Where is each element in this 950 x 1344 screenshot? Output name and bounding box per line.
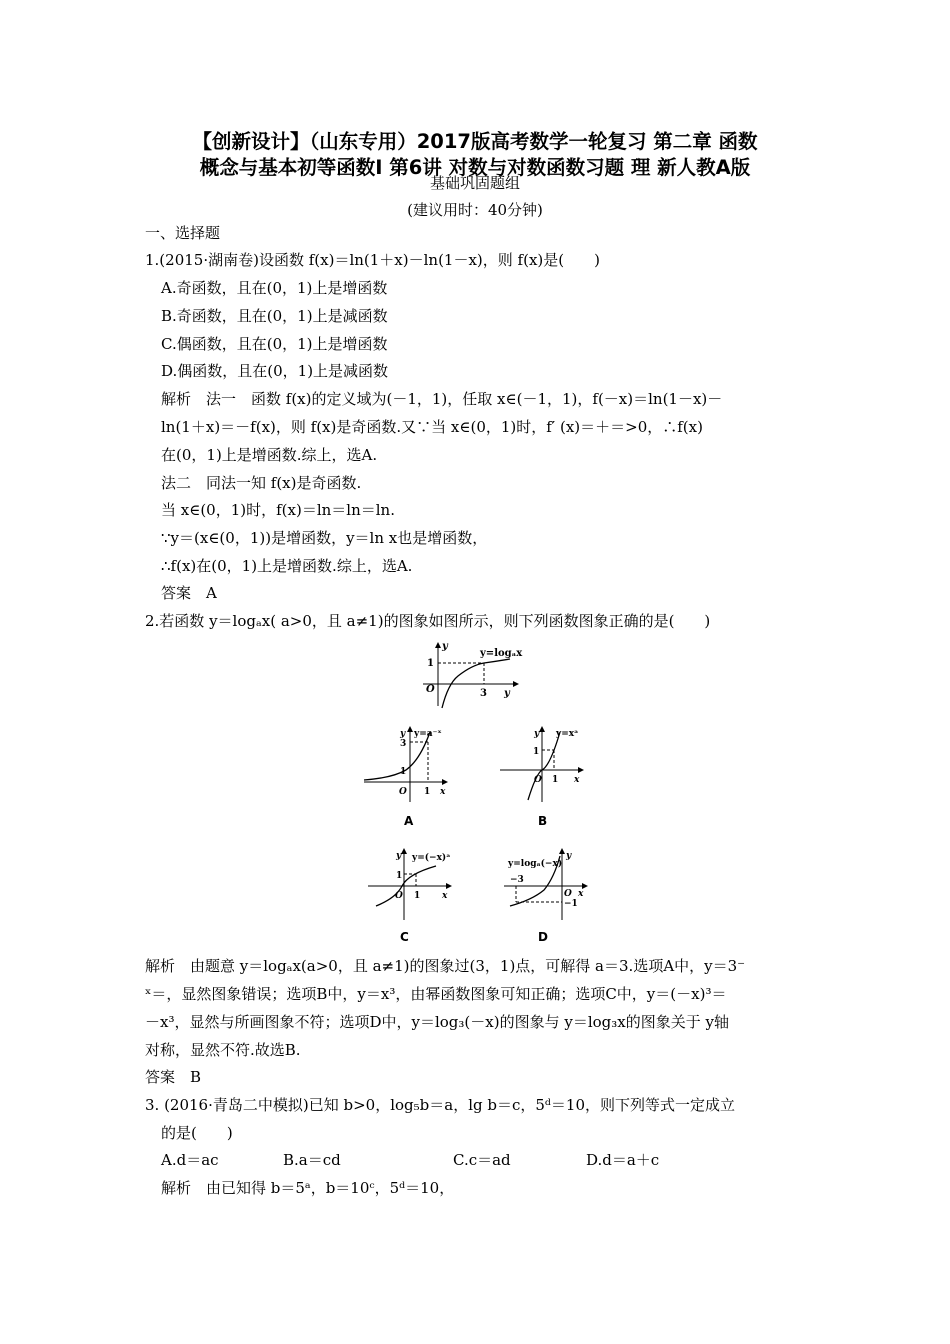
svg-text:y: y [566,851,572,861]
svg-text:O: O [534,775,542,785]
svg-text:x: x [442,891,448,901]
q3-option-a: A.d＝ac [161,1151,219,1169]
svg-text:y: y [396,851,402,861]
caption-c: C [400,930,409,944]
q1-solution-line: 当 x∈(0，1)时，f(x)＝ln＝ln＝ln. [161,501,395,519]
svg-text:3: 3 [400,739,407,749]
q2-solution-line: －x³，显然与所画图象不符；选项D中，y＝log₃(－x)的图象与 y＝log₃x的图象关于 y轴 [145,1013,729,1031]
figure-a-label: y=a⁻ˣ [414,729,442,739]
svg-text:x: x [440,787,446,797]
q1-answer: 答案 A [161,584,217,602]
title-line-1: 【创新设计】（山东专用）2017版高考数学一轮复习 第二章 函数 [192,130,758,153]
figure-log-graph [418,640,538,710]
q1-solution-line: 法二 同法一知 f(x)是奇函数. [161,474,362,492]
svg-text:−3: −3 [510,875,524,885]
q1-solution-line: ∴f(x)在(0，1)上是增函数.综上，选A. [161,557,413,575]
svg-text:1: 1 [533,747,540,757]
svg-text:1: 1 [414,891,421,901]
q1-option-b: B.奇函数，且在(0，1)上是减函数 [161,307,388,325]
q3-stem-line-2: 的是( ) [161,1124,233,1142]
figure-option-b [498,724,588,804]
figure-c-label: y=(−x)ᵃ [412,853,451,863]
svg-text:1: 1 [552,775,559,785]
time-note: (建议用时：40分钟) [407,201,543,219]
svg-text:1: 1 [396,871,403,881]
svg-text:1: 1 [424,787,431,797]
q3-solution: 解析 由已知得 b＝5ᵃ，b＝10ᶜ，5ᵈ＝10， [161,1179,455,1197]
q1-solution-line: 在(0，1)上是增函数.综上，选A. [161,446,378,464]
svg-text:y: y [400,729,406,739]
subtitle: 基础巩固题组 [429,174,520,192]
q1-option-a: A.奇函数，且在(0，1)上是增函数 [161,279,388,297]
q3-option-c: C.c＝ad [453,1151,511,1169]
svg-text:y: y [442,641,448,652]
q3-option-d: D.d＝a＋c [586,1151,660,1169]
caption-d: D [538,930,548,944]
q2-solution-line: ˣ＝，显然图象错误；选项B中，y＝x³，由幂函数图象可知正确；选项C中，y＝(－x)³＝ [145,985,727,1003]
figure-d-label: y=logₐ(−x) [508,859,563,869]
figure-option-d [502,846,592,922]
q1-option-d: D.偶函数，且在(0，1)上是减函数 [161,362,389,380]
title-line-2: 概念与基本初等函数Ⅰ 第6讲 对数与对数函数习题 理 新人教A版 [199,156,751,179]
q3-option-b: B.a＝cd [283,1151,341,1169]
q1-option-c: C.偶函数，且在(0，1)上是增函数 [161,335,388,353]
svg-text:y: y [504,688,510,699]
svg-text:3: 3 [480,688,487,699]
q2-answer: 答案 B [145,1068,202,1086]
figure-b-label: y=xᵃ [556,729,579,739]
figure-option-c [366,846,456,922]
svg-text:x: x [574,775,580,785]
svg-text:1: 1 [427,658,434,669]
figure-option-a [362,724,452,804]
q1-solution-line: ∵y＝(x∈(0，1))是增函数，y＝ln x也是增函数， [161,529,488,547]
caption-a: A [404,814,414,828]
q1-stem: 1.(2015·湖南卷)设函数 f(x)＝ln(1＋x)－ln(1－x)，则 f(x)是( ) [145,251,600,269]
svg-text:O: O [426,684,435,695]
q2-solution-line: 解析 由题意 y＝logₐx(a>0，且 a≠1)的图象过(3，1)点，可解得 a＝3.选项A中，y＝3⁻ [145,957,746,975]
svg-text:x: x [578,889,584,899]
q2-solution-line: 对称，显然不符.故选B. [145,1041,301,1059]
main-figure-label: y=logₐx [480,648,523,659]
q1-solution-line: 解析 法一 函数 f(x)的定义域为(－1，1)，任取 x∈(－1，1)，f(－x)＝ln(1－x)－ [161,390,723,408]
svg-text:O: O [395,891,403,901]
svg-text:O: O [399,787,407,797]
svg-text:−1: −1 [564,899,578,909]
q3-stem-line-1: 3. (2016·青岛二中模拟)已知 b>0，log₅b＝a，lg b＝c，5ᵈ＝10，则下列等式一定成立 [145,1096,735,1114]
section-heading: 一、选择题 [145,224,221,242]
svg-text:1: 1 [400,767,407,777]
svg-text:O: O [564,889,572,899]
svg-text:y: y [534,729,540,739]
caption-b: B [538,814,548,828]
q2-stem: 2.若函数 y＝logₐx( a>0，且 a≠1)的图象如图所示，则下列函数图象正确的是( ) [145,612,711,630]
q1-solution-line: ln(1＋x)＝－f(x)，则 f(x)是奇函数.又∵当 x∈(0，1)时，f′ (x)＝＋＝>0，∴f(x) [161,418,703,436]
